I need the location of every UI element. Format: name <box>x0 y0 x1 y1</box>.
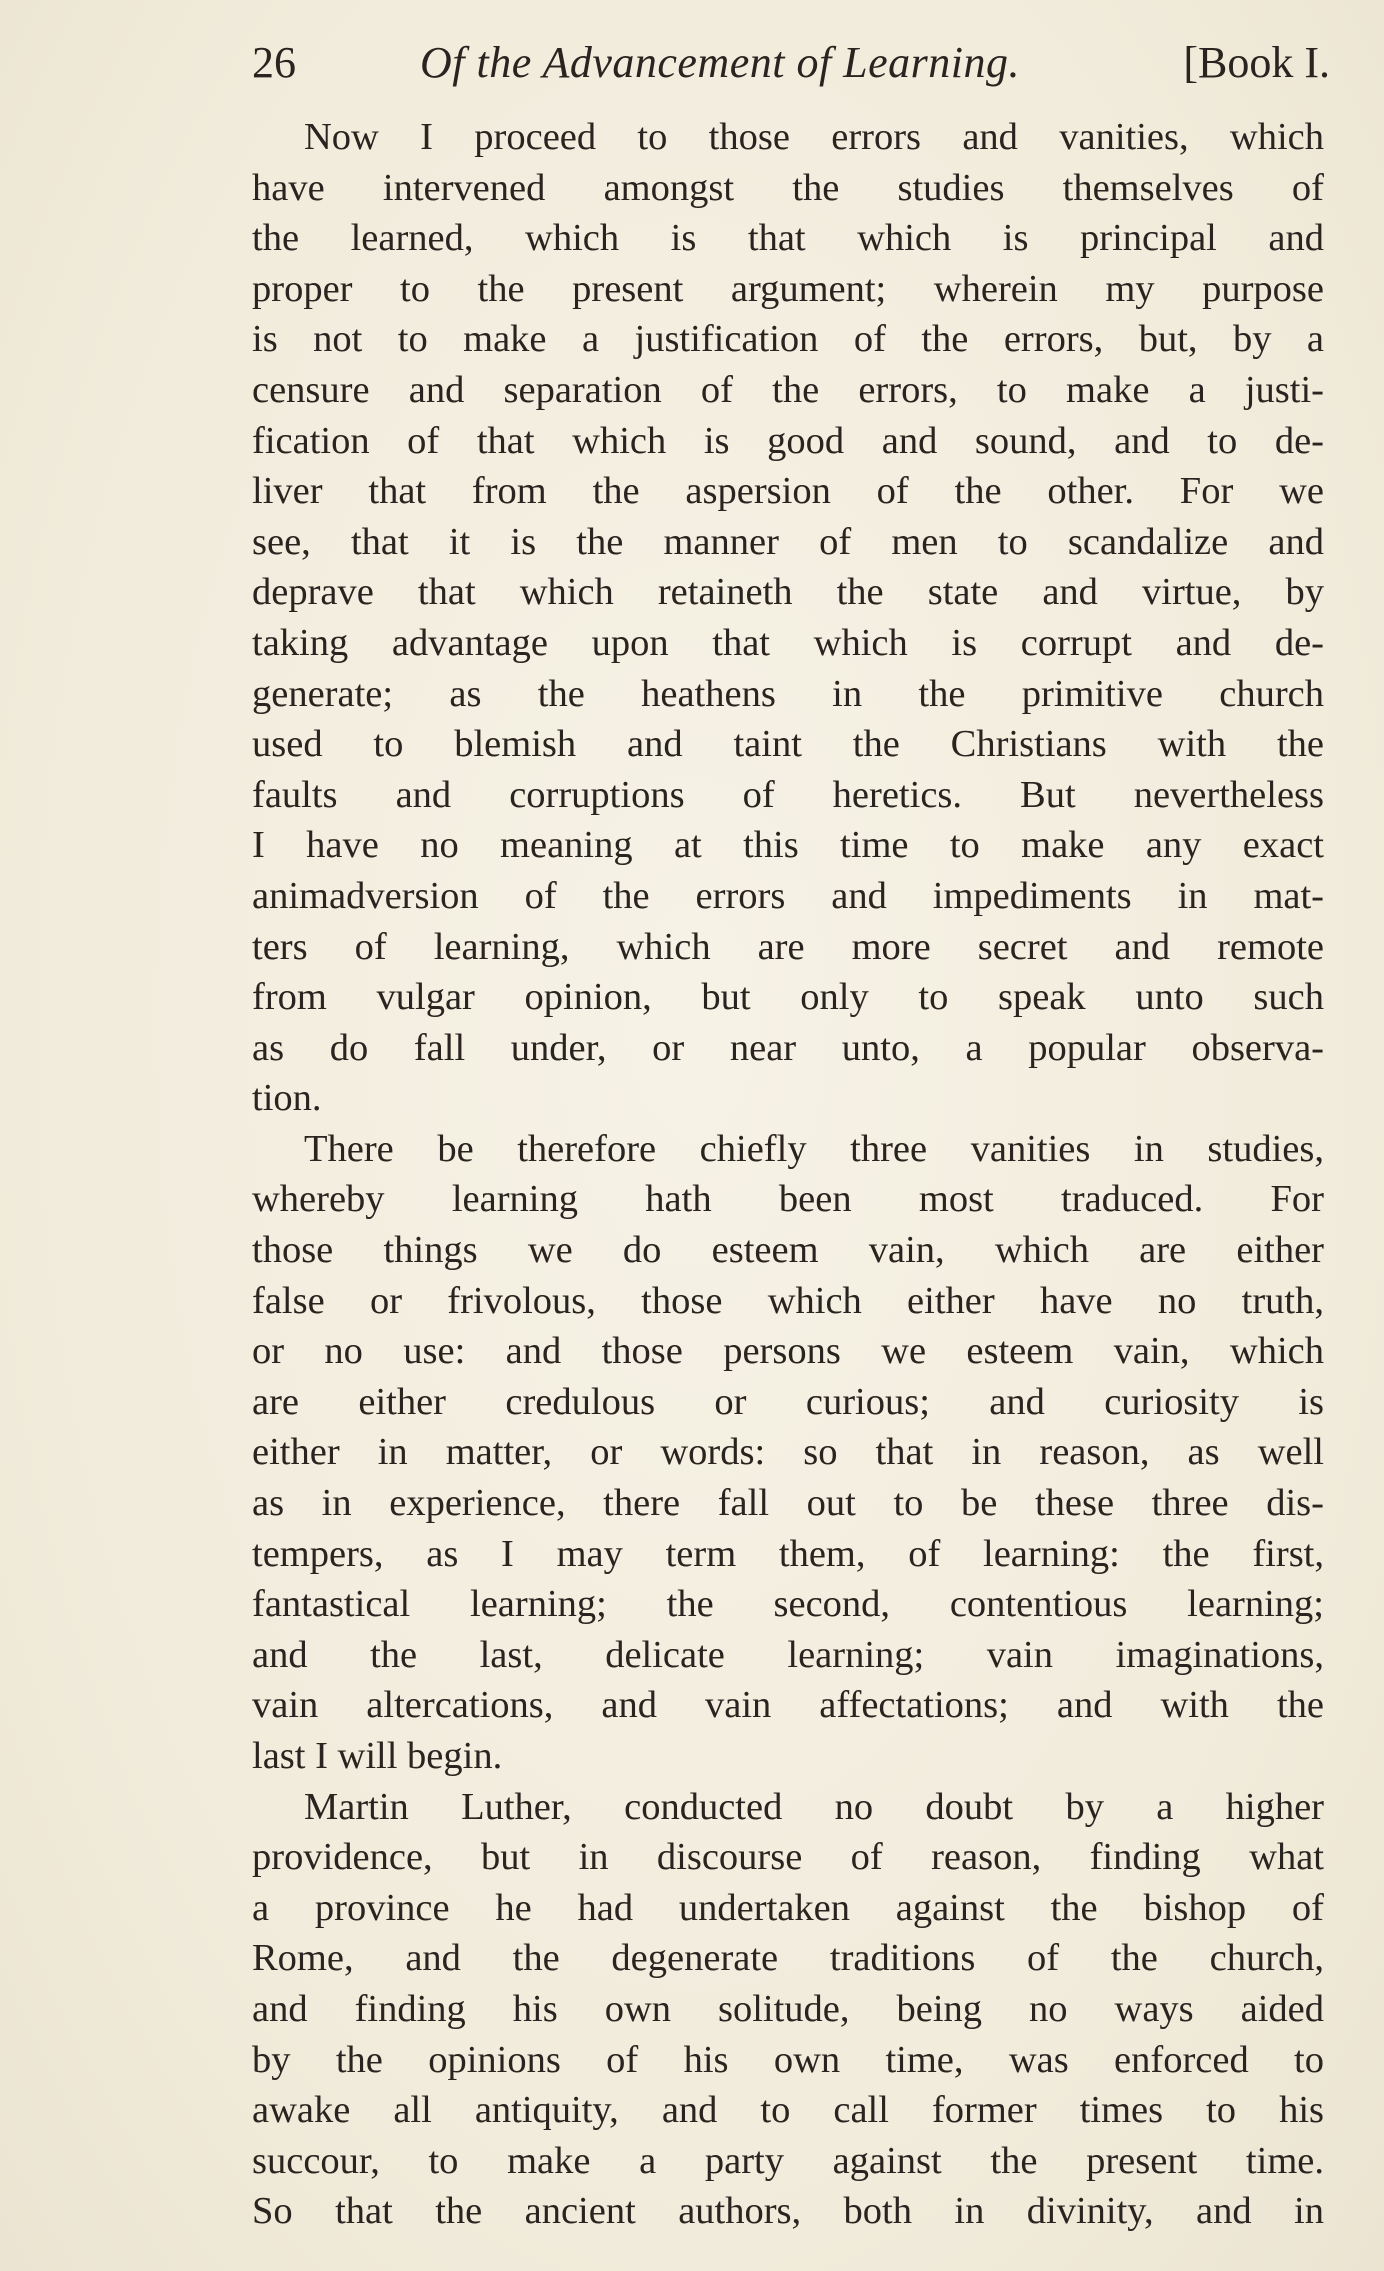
text-line: deprave that which retaineth the state and virtue, by <box>252 571 1324 614</box>
text-line: as in experience, there fall out to be these three dis- <box>252 1482 1324 1525</box>
text-line: ters of learning, which are more secret and remote <box>252 925 1324 968</box>
text-line: those things we do esteem vain, which are either <box>252 1229 1324 1272</box>
text-line: Now I proceed to those errors and vanities, which <box>304 116 1324 158</box>
text-line: or no use: and those persons we esteem vain, which <box>252 1330 1324 1373</box>
text-line: the learned, which is that which is principal and <box>252 217 1324 260</box>
text-line: generate; as the heathens in the primitive church <box>252 672 1324 715</box>
text-line: faults and corruptions of heretics. But nevertheless <box>252 773 1324 816</box>
text-line: by the opinions of his own time, was enforced to <box>252 2038 1324 2081</box>
text-line: last I will begin. <box>252 1735 503 1777</box>
text-line: There be therefore chiefly three vanities in studies, <box>304 1127 1324 1170</box>
book-reference: [Book I. <box>1183 38 1330 87</box>
text-line: is not to make a justification of the errors, but, by a <box>252 318 1324 361</box>
text-line: whereby learning hath been most traduced. For <box>252 1178 1324 1221</box>
text-line: from vulgar opinion, but only to speak unto such <box>252 976 1324 1019</box>
text-line: Martin Luther, conducted no doubt by a higher <box>304 1785 1324 1828</box>
text-line: see, that it is the manner of men to scandalize and <box>252 520 1324 563</box>
text-line: succour, to make a party against the present time. <box>252 2139 1324 2182</box>
text-line: have intervened amongst the studies themselves of <box>252 166 1324 209</box>
text-line: taking advantage upon that which is corrupt and de- <box>252 621 1324 664</box>
page-header <box>252 28 1330 98</box>
text-line: liver that from the aspersion of the other. For we <box>252 470 1324 513</box>
text-line: Rome, and the degenerate traditions of the church, <box>252 1937 1324 1980</box>
paragraph-2 <box>252 1124 1324 1782</box>
paragraph-1 <box>252 112 1324 1124</box>
body-text <box>252 112 1324 2237</box>
text-line: I have no meaning at this time to make any exact <box>252 824 1324 867</box>
text-line: and finding his own solitude, being no ways aided <box>252 1987 1324 2030</box>
text-line: false or frivolous, those which either have no truth, <box>252 1279 1324 1322</box>
text-line: and the last, delicate learning; vain imaginations, <box>252 1633 1324 1676</box>
text-line: vain altercations, and vain affectations; and with the <box>252 1684 1324 1727</box>
text-line: tempers, as I may term them, of learning: the first, <box>252 1532 1324 1575</box>
text-line: censure and separation of the errors, to make a justi- <box>252 368 1324 411</box>
text-line: used to blemish and taint the Christians with the <box>252 723 1324 766</box>
text-line: fantastical learning; the second, contentious learning; <box>252 1583 1324 1626</box>
text-line: So that the ancient authors, both in divinity, and in <box>252 2190 1324 2233</box>
text-line: either in matter, or words: so that in reason, as well <box>252 1431 1324 1474</box>
text-line: fication of that which is good and sound, and to de- <box>252 419 1324 462</box>
text-line: a province he had undertaken against the bishop of <box>252 1886 1324 1929</box>
text-line: providence, but in discourse of reason, finding what <box>252 1836 1324 1879</box>
running-title: Of the Advancement of Learning. <box>420 38 1021 87</box>
text-line: as do fall under, or near unto, a popular observa- <box>252 1026 1324 1069</box>
text-line: tion. <box>252 1077 322 1120</box>
paragraph-3 <box>252 1782 1324 2237</box>
page-number: 26 <box>252 38 296 87</box>
text-line: awake all antiquity, and to call former times to his <box>252 2089 1324 2132</box>
text-line: proper to the present argument; wherein my purpose <box>252 267 1324 310</box>
text-line: animadversion of the errors and impediments in mat- <box>252 874 1324 917</box>
text-line: are either credulous or curious; and curiosity is <box>252 1380 1324 1423</box>
